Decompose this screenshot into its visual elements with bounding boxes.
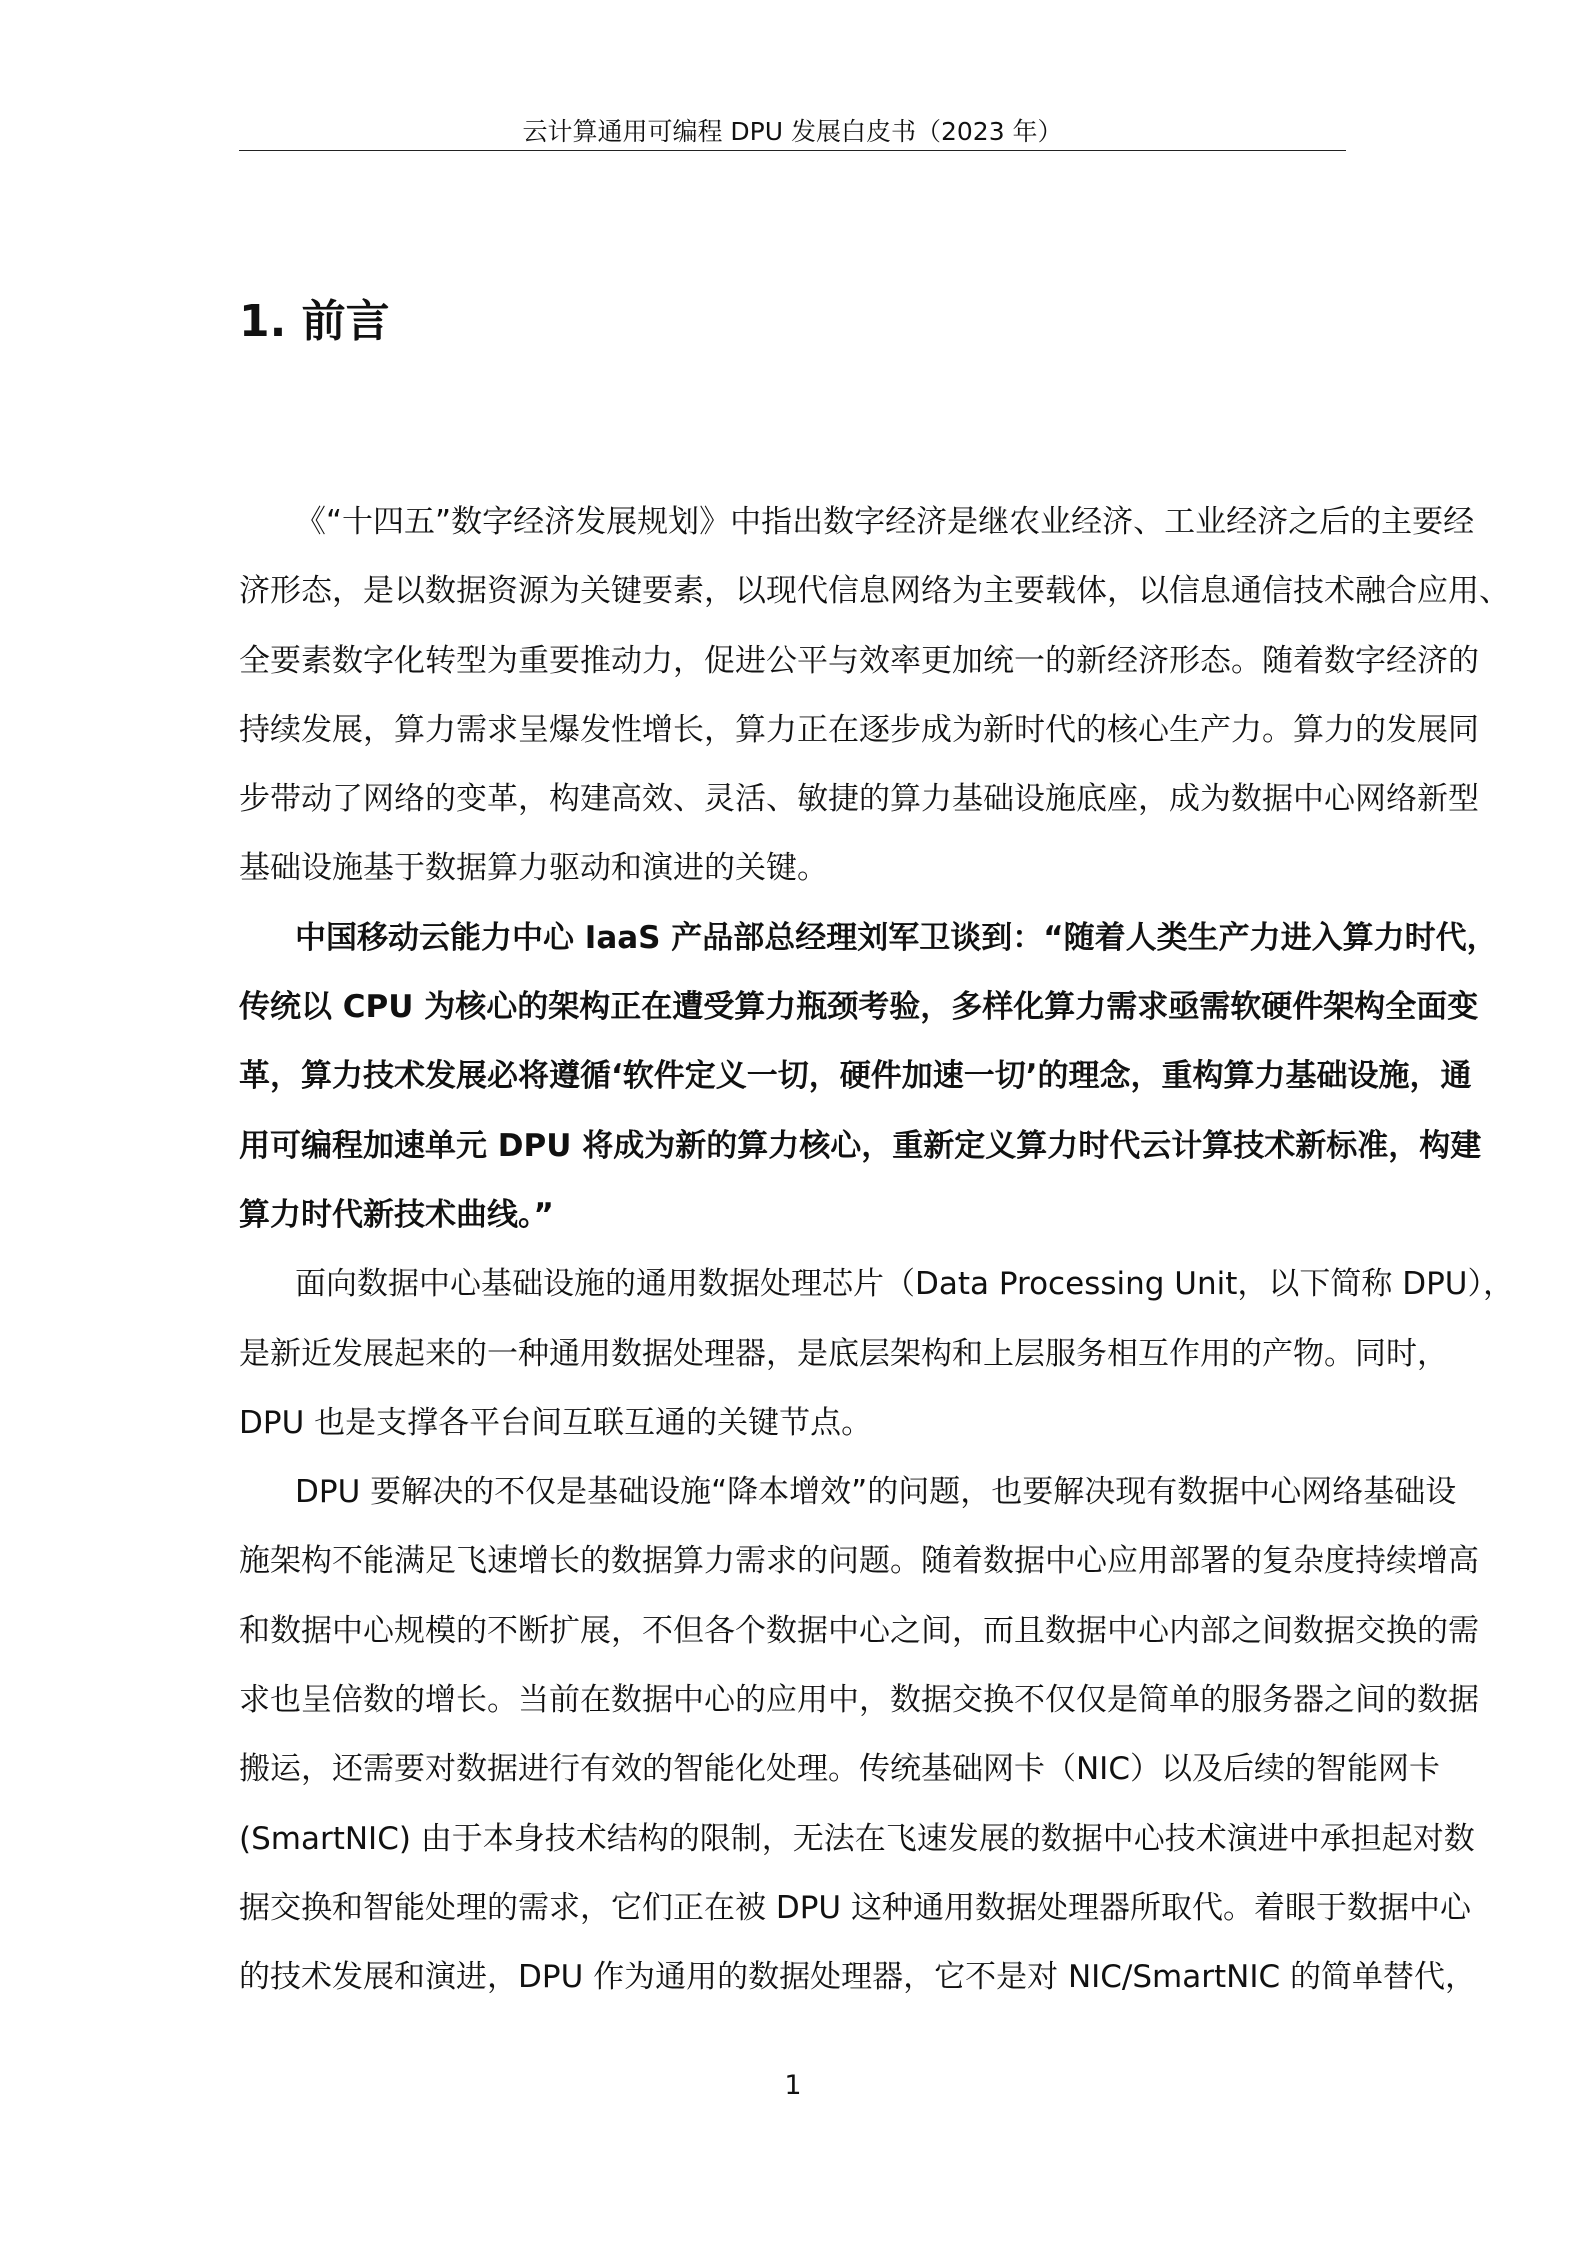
paragraph (239, 1458, 1479, 2012)
text-line: 持续发展，算力需求呈爆发性增长，算力正在逐步成为新时代的核心生产力。算力的发展同 (239, 711, 1479, 748)
text-line: DPU 也是支撑各平台间互联互通的关键节点。 (239, 1404, 873, 1441)
document-body (239, 488, 1514, 2013)
text-line: 施架构不能满足飞速增长的数据算力需求的问题。随着数据中心应用部署的复杂度持续增高 (239, 1543, 1479, 1580)
text-line: 基础设施基于数据算力驱动和演进的关键。 (239, 850, 828, 887)
text-line: (SmartNIC) 由于本身技术结构的限制，无法在飞速发展的数据中心技术演进中承担起对数 (239, 1820, 1475, 1857)
running-header: 云计算通用可编程 DPU 发展白皮书（2023 年） (522, 117, 1063, 146)
text-line: 传统以 CPU 为核心的架构正在遭受算力瓶颈考验，多样化算力需求亟需软硬件架构全面变 (239, 989, 1479, 1026)
text-line: 全要素数字化转型为重要推动力，促进公平与效率更加统一的新经济形态。随着数字经济的 (239, 642, 1479, 679)
header-divider (239, 150, 1346, 151)
text-line: 中国移动云能力中心 IaaS 产品部总经理刘军卫谈到：“随着人类生产力进入算力时代， (295, 919, 1498, 956)
text-line: 算力时代新技术曲线。” (239, 1196, 554, 1233)
text-line: 据交换和智能处理的需求，它们正在被 DPU 这种通用数据处理器所取代。着眼于数据中心 (239, 1889, 1471, 1926)
paragraph (239, 488, 1510, 904)
text-line: 搬运，还需要对数据进行有效的智能化处理。传统基础网卡（NIC）以及后续的智能网卡 (239, 1751, 1440, 1788)
text-line: DPU 要解决的不仅是基础设施“降本增效”的问题，也要解决现有数据中心网络基础设 (295, 1474, 1457, 1511)
text-line: 《“十四五”数字经济发展规划》中指出数字经济是继农业经济、工业经济之后的主要经 (295, 504, 1475, 540)
text-line: 和数据中心规模的不断扩展，不但各个数据中心之间，而且数据中心内部之间数据交换的需 (239, 1612, 1479, 1649)
quote-paragraph (239, 904, 1498, 1250)
text-line: 的技术发展和演进，DPU 作为通用的数据处理器，它不是对 NIC/SmartNIC 的简单替代， (239, 1959, 1476, 1996)
text-line: 步带动了网络的变革，构建高效、灵活、敏捷的算力基础设施底座，成为数据中心网络新型 (239, 781, 1479, 818)
text-line: 是新近发展起来的一种通用数据处理器，是底层架构和上层服务相互作用的产物。同时， (239, 1335, 1448, 1372)
text-line: 济形态，是以数据资源为关键要素，以现代信息网络为主要载体，以信息通信技术融合应用、 (239, 573, 1510, 610)
text-line: 面向数据中心基础设施的通用数据处理芯片（Data Processing Unit，以下简称 DPU）， (295, 1266, 1514, 1303)
text-line: 革，算力技术发展必将遵循‘软件定义一切，硬件加速一切’的理念，重构算力基础设施，通 (239, 1058, 1472, 1095)
text-line: 求也呈倍数的增长。当前在数据中心的应用中，数据交换不仅仅是简单的服务器之间的数据 (239, 1682, 1479, 1719)
page-number: 1 (784, 2070, 802, 2101)
section-heading: 1. 前言 (239, 296, 390, 347)
paragraph (239, 1250, 1514, 1458)
text-line: 用可编程加速单元 DPU 将成为新的算力核心，重新定义算力时代云计算技术新标准，构建 (239, 1127, 1482, 1164)
